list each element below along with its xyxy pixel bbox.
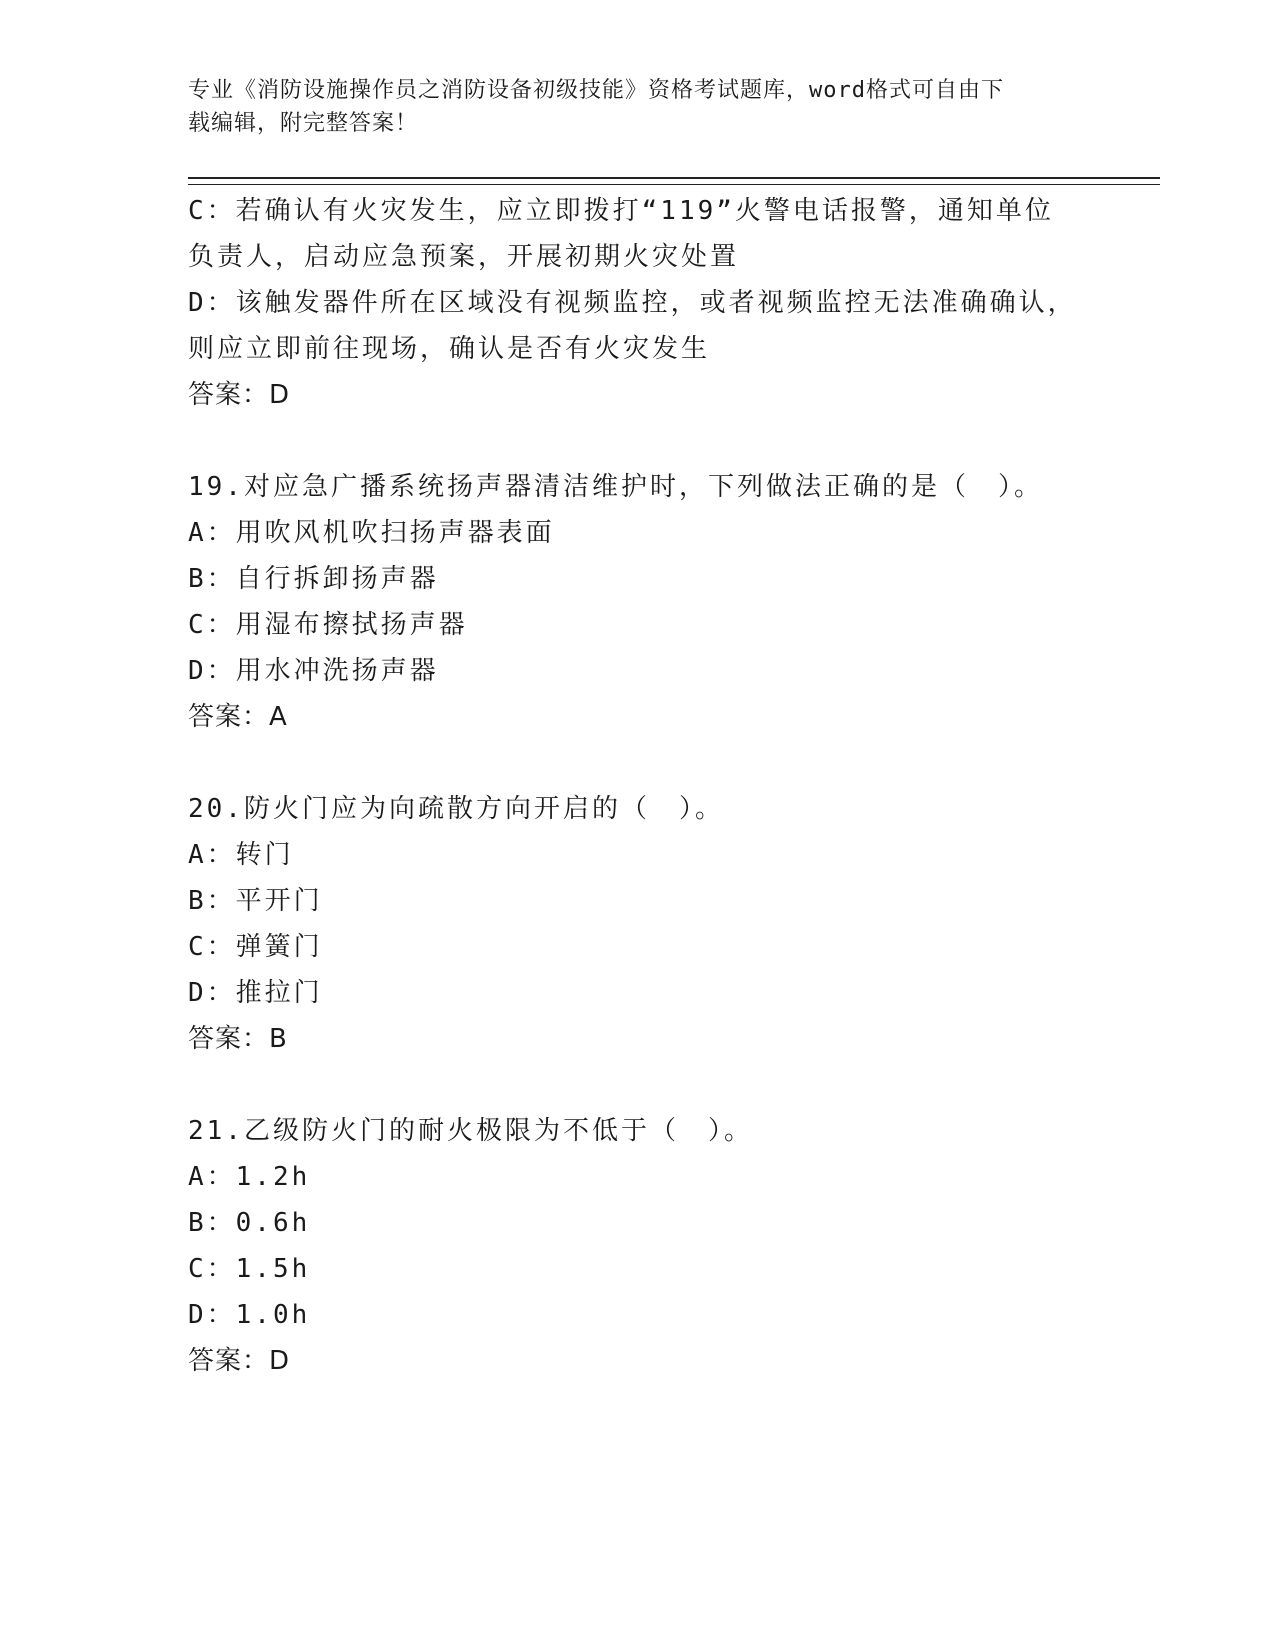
question-20 bbox=[188, 786, 1088, 1062]
option-c: C：弹簧门 bbox=[188, 932, 323, 962]
spacer bbox=[188, 1062, 1088, 1108]
answer-line: 答案：D bbox=[188, 1346, 291, 1376]
answer-line: 答案：A bbox=[188, 702, 288, 732]
header-divider-bottom bbox=[188, 184, 1160, 185]
option-d: D：1.0h bbox=[188, 1300, 311, 1330]
question-21 bbox=[188, 1108, 1088, 1384]
question-content bbox=[188, 188, 1088, 1384]
option-c-line-1: C：若确认有火灾发生，应立即拨打“119”火警电话报警，通知单位 bbox=[188, 196, 1054, 226]
question-19 bbox=[188, 464, 1088, 740]
spacer bbox=[188, 418, 1088, 464]
question-stem: 20.防火门应为向疏散方向开启的（ ）。 bbox=[188, 794, 724, 824]
option-d: D：推拉门 bbox=[188, 978, 323, 1008]
option-c: C：用湿布擦拭扬声器 bbox=[188, 610, 468, 640]
option-b: B：0.6h bbox=[188, 1208, 311, 1238]
option-c-line-2: 负责人，启动应急预案，开展初期火灾处置 bbox=[188, 242, 740, 272]
option-a: A：用吹风机吹扫扬声器表面 bbox=[188, 518, 555, 548]
question-stem: 21.乙级防火门的耐火极限为不低于（ ）。 bbox=[188, 1116, 753, 1146]
header-line-1: 专业《消防设施操作员之消防设备初级技能》资格考试题库，word格式可自由下 bbox=[188, 78, 1004, 103]
option-d-line-1: D：该触发器件所在区域没有视频监控，或者视频监控无法准确确认， bbox=[188, 288, 1077, 318]
document-header bbox=[188, 74, 1088, 140]
header-line-2: 载编辑，附完整答案！ bbox=[188, 111, 419, 136]
answer-line: 答案：D bbox=[188, 380, 291, 410]
option-d: D：用水冲洗扬声器 bbox=[188, 656, 439, 686]
option-a: A：转门 bbox=[188, 840, 294, 870]
option-a: A：1.2h bbox=[188, 1162, 311, 1192]
previous-question-block bbox=[188, 188, 1088, 418]
option-b: B：平开门 bbox=[188, 886, 323, 916]
option-d-line-2: 则应立即前往现场，确认是否有火灾发生 bbox=[188, 334, 711, 364]
answer-line: 答案：B bbox=[188, 1024, 288, 1054]
option-b: B：自行拆卸扬声器 bbox=[188, 564, 439, 594]
header-divider-top bbox=[188, 177, 1160, 179]
spacer bbox=[188, 740, 1088, 786]
question-stem: 19.对应急广播系统扬声器清洁维护时，下列做法正确的是（ ）。 bbox=[188, 472, 1043, 502]
option-c: C：1.5h bbox=[188, 1254, 311, 1284]
